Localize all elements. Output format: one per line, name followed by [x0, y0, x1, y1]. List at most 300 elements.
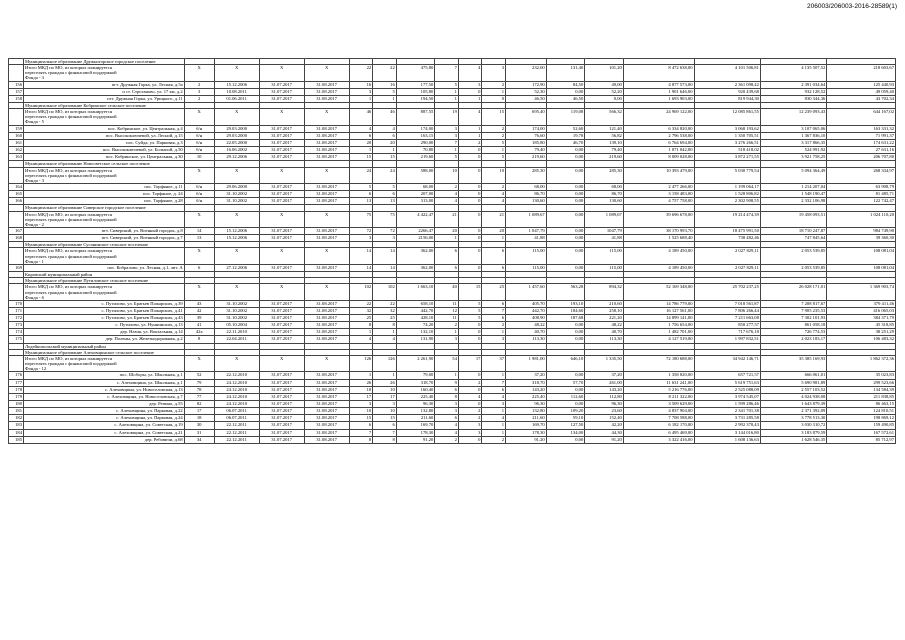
value-cell: 79,40 — [505, 147, 546, 154]
value-cell: 0,00 — [585, 95, 624, 102]
value-cell: 4 — [435, 422, 459, 429]
value-cell: 0,00 — [546, 322, 585, 329]
value-cell: 7 302 101,93 — [760, 315, 826, 322]
value-cell: 31.08.2017 — [304, 264, 349, 271]
value-cell: 119,08 — [546, 109, 585, 125]
value-cell: 1 — [373, 95, 397, 102]
value-cell: 3 — [373, 235, 397, 242]
value-cell: 211 838,85 — [827, 393, 896, 400]
value-cell: 0,00 — [546, 211, 585, 227]
value-cell: 726 774,53 — [760, 329, 826, 336]
value-cell: 1 756 654,00 — [623, 322, 694, 329]
value-cell: 2 — [482, 436, 506, 443]
value-cell: 0,00 — [546, 235, 585, 242]
value-cell: 384 371,79 — [827, 315, 896, 322]
value-cell: 34 — [184, 436, 214, 443]
value-cell: 1 — [435, 235, 459, 242]
value-cell: 318,70 — [396, 379, 435, 386]
value-cell: 15.12.2006 — [214, 227, 259, 234]
value-cell: 16.06.2002 — [214, 147, 259, 154]
value-cell: 0,00 — [546, 154, 585, 161]
value-cell: 41,88 — [585, 235, 624, 242]
value-cell: 31.07.2017 — [259, 191, 304, 198]
value-cell: 6 — [482, 264, 506, 271]
value-cell: 19 214 474,39 — [694, 211, 760, 227]
value-cell: 1 — [482, 88, 506, 95]
value-cell: 0,00 — [546, 198, 585, 205]
value-cell: 261,00 — [585, 379, 624, 386]
value-cell: 7 — [373, 429, 397, 436]
subtotal-label-cell — [23, 356, 184, 372]
value-cell: 31.08.2017 — [304, 386, 349, 393]
value-cell: 115,00 — [505, 264, 546, 271]
value-cell: 666 061,01 — [760, 372, 826, 379]
address-cell: с. Алеховщина, ул. Парковая, д.22 — [23, 408, 184, 415]
value-cell: 7 708 588,00 — [623, 415, 694, 422]
address-cell: дер. Репино, д.55 — [23, 401, 184, 408]
subtotal-label-line: Фонда - 3 — [24, 177, 44, 183]
value-cell: 6 — [482, 300, 506, 307]
value-cell: 2 — [482, 322, 506, 329]
value-cell: 134 584,39 — [827, 386, 896, 393]
value-cell: 207,00 — [396, 191, 435, 198]
value-cell: 7 806 266,44 — [694, 307, 760, 314]
value-cell: 113,30 — [505, 336, 546, 343]
value-cell: 12 239 093,43 — [760, 109, 826, 125]
value-cell: 102 — [373, 284, 397, 300]
value-cell: 31.08.2017 — [304, 408, 349, 415]
value-cell: 3 276 266,51 — [694, 139, 760, 146]
section-title-cell: Муниципальное образование Сиверское городское поселение — [23, 205, 184, 211]
table-row — [9, 81, 896, 88]
value-cell: 2 371 392,09 — [760, 408, 826, 415]
value-cell: 31.07.2017 — [259, 422, 304, 429]
value-cell: 75 — [349, 211, 373, 227]
value-cell: 31.07.2017 — [259, 393, 304, 400]
value-cell: 6 334 820,00 — [623, 125, 694, 132]
value-cell: 1 214 207,04 — [760, 183, 826, 190]
value-cell: 15 — [373, 154, 397, 161]
value-cell: 163 331,32 — [827, 125, 896, 132]
value-cell: 22.12.2011 — [214, 436, 259, 443]
address-cell: пос. Шоборы, ул. Школьная, д.1 — [23, 372, 184, 379]
value-cell: 43 702,34 — [827, 95, 896, 102]
value-cell: 21 — [482, 211, 506, 227]
value-cell: 1 663,10 — [396, 284, 435, 300]
value-cell: 109,20 — [546, 408, 585, 415]
row-number-cell: 161 — [9, 139, 24, 146]
value-cell: 31.08.2017 — [304, 95, 349, 102]
value-cell: 6 — [184, 264, 214, 271]
value-cell: 42 — [184, 307, 214, 314]
value-cell: 6 — [435, 248, 459, 264]
value-cell: 76,60 — [505, 132, 546, 139]
value-cell: X — [184, 167, 214, 183]
value-cell: 1 548 190,47 — [760, 191, 826, 198]
value-cell: 2 261,90 — [396, 356, 435, 372]
value-cell: 31.08.2017 — [304, 329, 349, 336]
value-cell: 5 094 364,49 — [760, 167, 826, 183]
value-cell: 4 — [482, 198, 506, 205]
table-row — [9, 300, 896, 307]
value-cell: 31.08.2017 — [304, 401, 349, 408]
value-cell: 2 — [184, 95, 214, 102]
value-cell: 26 028 171,01 — [760, 284, 826, 300]
value-cell: 31.08.2017 — [304, 154, 349, 161]
value-cell: 42а — [184, 329, 214, 336]
value-cell: 4 127 519,00 — [623, 336, 694, 343]
row-number-cell — [9, 167, 24, 183]
value-cell: 27.12.2006 — [214, 264, 259, 271]
value-cell: 1 — [482, 235, 506, 242]
value-cell: 6 — [482, 248, 506, 264]
value-cell: 4 101 506,81 — [694, 65, 760, 81]
value-cell: 4 — [435, 198, 459, 205]
value-cell: 18 475 991,50 — [694, 227, 760, 234]
address-cell: пгт. Дружная Горка, ул. Урицкого, д.11 — [23, 95, 184, 102]
value-cell: 31.07.2017 — [259, 415, 304, 422]
value-cell: 22.04.2011 — [214, 336, 259, 343]
value-cell: 7 211 663,08 — [694, 315, 760, 322]
table-row — [9, 198, 896, 205]
value-cell: X — [304, 167, 349, 183]
value-cell: 5 690 981,89 — [760, 379, 826, 386]
value-cell: 29.03.2000 — [214, 125, 259, 132]
row-number-cell: 172 — [9, 315, 24, 322]
subtotal-label-line: Фонда - 12 — [24, 366, 47, 372]
value-cell: 566,32 — [585, 109, 624, 125]
value-cell: 01.06.2011 — [214, 95, 259, 102]
value-cell: 24 — [373, 167, 397, 183]
value-cell: 2156,00 — [396, 235, 435, 242]
subtotal-label-line: Итого МКД по МО, из которых планируется — [24, 211, 112, 217]
value-cell: 130,60 — [505, 198, 546, 205]
value-cell: 4 877 573,00 — [623, 81, 694, 88]
address-cell: с. Алеховщина, ул. Новоселовская, д.7 — [23, 393, 184, 400]
value-cell: 21 — [435, 211, 459, 227]
value-cell: 1 981,00 — [505, 356, 546, 372]
value-cell: 0 — [458, 147, 482, 154]
value-cell: 41,88 — [505, 235, 546, 242]
value-cell: X — [214, 248, 259, 264]
value-cell: X — [184, 356, 214, 372]
table-row — [9, 132, 896, 139]
value-cell: 894,32 — [585, 284, 624, 300]
value-cell: 68,00 — [396, 183, 435, 190]
value-cell: 8 — [373, 322, 397, 329]
value-cell: 24.12.2010 — [214, 379, 259, 386]
subtotal-label-line: переселять граждан с финансовой поддержкой — [24, 114, 117, 120]
value-cell: 31.08.2017 — [304, 81, 349, 88]
value-cell: 1 — [482, 372, 506, 379]
value-cell: 13 — [349, 198, 373, 205]
value-cell: 31.10.2002 — [214, 198, 259, 205]
value-cell: 4 024 938,08 — [760, 393, 826, 400]
value-cell: 16 — [373, 81, 397, 88]
value-cell: 4 757 758,00 — [623, 198, 694, 205]
value-cell: 657 721,57 — [694, 372, 760, 379]
value-cell: 198 869,12 — [827, 415, 896, 422]
value-cell: 115,00 — [585, 264, 624, 271]
value-cell: 22 — [373, 65, 397, 81]
value-cell: 6 764 694,00 — [623, 139, 694, 146]
value-cell: 6 495 469,00 — [623, 429, 694, 436]
value-cell: 0 — [458, 329, 482, 336]
value-cell: 225,40 — [505, 393, 546, 400]
value-cell: X — [184, 284, 214, 300]
value-cell: 7 — [435, 65, 459, 81]
section-title-cell: Муниципальное образование Алеховщинское сельское поселение — [23, 349, 184, 355]
value-cell: 1 367 836,10 — [760, 132, 826, 139]
value-cell: 4 — [349, 336, 373, 343]
subtotal-label-line: Итого МКД по МО, из которых планируется — [24, 356, 112, 362]
value-cell: 0 — [458, 336, 482, 343]
value-cell: 4 — [482, 191, 506, 198]
value-cell: 5 — [373, 183, 397, 190]
value-cell: 0 — [458, 227, 482, 234]
value-cell: 130,60 — [585, 198, 624, 205]
subtotal-row — [9, 109, 896, 125]
value-cell: 2 027 829,11 — [694, 248, 760, 264]
value-cell: 31.07.2017 — [259, 436, 304, 443]
value-cell: 193,10 — [546, 300, 585, 307]
value-cell: 25 — [349, 315, 373, 322]
value-cell: 3 974 545,07 — [694, 393, 760, 400]
table-row — [9, 372, 896, 379]
value-cell: 72 180 688,00 — [623, 356, 694, 372]
value-cell: 4 — [435, 191, 459, 198]
section-title-cell: Муниципальное образование Сусанинское сельское поселение — [23, 242, 184, 248]
value-cell: 19 — [435, 109, 459, 125]
value-cell: 2 525 088,09 — [694, 386, 760, 393]
section-title-cell: Муниципальное образование Дружногорское городское поселение — [23, 59, 184, 65]
value-cell: X — [214, 65, 259, 81]
address-cell: с. Алеховщина, ул. Новоселовская, д.13 — [23, 386, 184, 393]
value-cell: 57,70 — [546, 379, 585, 386]
value-cell: 31.07.2017 — [259, 372, 304, 379]
value-cell: 1 369 903,74 — [827, 284, 896, 300]
value-cell: 52,30 — [505, 88, 546, 95]
value-cell: X — [184, 109, 214, 125]
value-cell: 127,50 — [546, 422, 585, 429]
subtotal-label-cell — [23, 65, 184, 81]
subtotal-label-line: Фонда - 2 — [24, 221, 44, 227]
value-cell: 0,00 — [546, 227, 585, 234]
table-row — [9, 88, 896, 95]
value-cell: 3 — [435, 125, 459, 132]
value-cell: 187,68 — [546, 315, 585, 322]
value-cell: 78 — [184, 386, 214, 393]
value-cell: 3 921 758,25 — [760, 154, 826, 161]
value-cell: 17 — [349, 393, 373, 400]
subtotal-row — [9, 211, 896, 227]
value-cell: 31.08.2017 — [304, 422, 349, 429]
value-cell: 313,00 — [396, 198, 435, 205]
value-cell: 85 712,97 — [827, 436, 896, 443]
value-cell: 31.10.2002 — [214, 307, 259, 314]
value-cell: 0 — [458, 88, 482, 95]
value-cell: б/н — [184, 139, 214, 146]
value-cell: 1 — [435, 88, 459, 95]
data-table — [8, 58, 896, 444]
table-row — [9, 436, 896, 443]
table-row — [9, 307, 896, 314]
table-row — [9, 329, 896, 336]
value-cell: 2 796 538,00 — [623, 132, 694, 139]
value-cell: 71 991,37 — [827, 132, 896, 139]
value-cell: 8 — [373, 436, 397, 443]
value-cell: б/н — [184, 183, 214, 190]
value-cell: 23,60 — [585, 408, 624, 415]
value-cell: 74,20 — [396, 322, 435, 329]
value-cell: 3 322 416,00 — [623, 436, 694, 443]
value-cell: 15 — [373, 415, 397, 422]
table-row — [9, 183, 896, 190]
value-cell: 1 862 372,36 — [827, 356, 896, 372]
value-cell: 79 — [184, 379, 214, 386]
value-cell: 3 — [435, 336, 459, 343]
value-cell: 3 — [349, 401, 373, 408]
subtotal-label-line: Итого МКД по МО, из которых планируется — [24, 109, 112, 115]
row-number-cell — [9, 248, 24, 264]
value-cell: 11 — [435, 315, 459, 322]
table-row — [9, 393, 896, 400]
value-cell: 3 — [349, 235, 373, 242]
row-number-cell: 169 — [9, 264, 24, 271]
value-cell: 37 — [482, 356, 506, 372]
value-cell: 738 482,46 — [694, 235, 760, 242]
address-cell: пос. Торфяное, д.28 — [23, 198, 184, 205]
value-cell: 14 — [373, 248, 397, 264]
value-cell: 45 318,85 — [827, 322, 896, 329]
value-cell: 225,40 — [396, 393, 435, 400]
subtotal-row — [9, 167, 896, 183]
value-cell: 232,00 — [505, 65, 546, 81]
address-cell: дер. Ребовичи, д.68 — [23, 436, 184, 443]
value-cell: 174 631,22 — [827, 139, 896, 146]
row-number-cell — [9, 109, 24, 125]
value-cell: 2 023 183,17 — [760, 336, 826, 343]
value-cell: 2 557 103,52 — [760, 386, 826, 393]
row-number-cell: 184 — [9, 429, 24, 436]
value-cell: 0,00 — [546, 329, 585, 336]
value-cell: 46 — [349, 109, 373, 125]
value-cell: 86 463,15 — [827, 401, 896, 408]
value-cell: 442,70 — [505, 307, 546, 314]
value-cell: 91,20 — [505, 436, 546, 443]
value-cell: 05.10.2004 — [214, 322, 259, 329]
value-cell: 143,20 — [505, 386, 546, 393]
value-cell: X — [214, 109, 259, 125]
value-cell: 31.08.2017 — [304, 125, 349, 132]
value-cell: б/н — [184, 147, 214, 154]
row-number-cell — [9, 356, 24, 372]
value-cell: 31.08.2017 — [304, 198, 349, 205]
value-cell: 24.12.2010 — [214, 386, 259, 393]
subtotal-label-cell — [23, 109, 184, 125]
value-cell: 0,00 — [546, 248, 585, 264]
value-cell: 131,40 — [546, 65, 585, 81]
value-cell: 108 081,04 — [827, 248, 896, 264]
value-cell: 46,50 — [546, 95, 585, 102]
value-cell: 178,30 — [396, 429, 435, 436]
value-cell: X — [304, 109, 349, 125]
value-cell: 1 901 646,00 — [623, 88, 694, 95]
value-cell: 0,00 — [546, 167, 585, 183]
value-cell: 932 128,52 — [760, 88, 826, 95]
value-cell: 44,30 — [585, 429, 624, 436]
value-cell: 14 899 141,00 — [623, 315, 694, 322]
row-number-cell — [9, 284, 24, 300]
value-cell: 17 — [373, 393, 397, 400]
value-cell: 178,30 — [505, 429, 546, 436]
value-cell: 1 358 820,00 — [623, 372, 694, 379]
value-cell: 31.08.2017 — [304, 322, 349, 329]
value-cell: 2 — [184, 81, 214, 88]
value-cell: X — [304, 65, 349, 81]
value-cell: 169,70 — [505, 422, 546, 429]
value-cell: 31.08.2017 — [304, 436, 349, 443]
value-cell: 0 — [482, 95, 506, 102]
value-cell: 0 — [458, 436, 482, 443]
address-cell: пос. Кобралово, ул. Лесная, д.1, лит. А — [23, 264, 184, 271]
row-number-cell: 158 — [9, 95, 24, 102]
housing-relocation-table — [8, 58, 896, 444]
value-cell: 125 440,93 — [827, 81, 896, 88]
value-cell: 41 — [184, 322, 214, 329]
value-cell: 3 — [458, 429, 482, 436]
value-cell: 6 — [482, 386, 506, 393]
value-cell: 0,00 — [546, 386, 585, 393]
value-cell: 22.12.2010 — [214, 372, 259, 379]
value-cell: 0 — [458, 248, 482, 264]
value-cell: 3 — [435, 401, 459, 408]
value-cell: 29.03.2000 — [214, 132, 259, 139]
address-cell: пос. Суйда, ул. Парковая, д.3 — [23, 139, 184, 146]
value-cell: 16 127 561,00 — [623, 307, 694, 314]
value-cell: 10 — [184, 154, 214, 161]
value-cell: 1 024 110,20 — [827, 211, 896, 227]
address-cell: пос. Кобринское, ул. Центральная, д.4 — [23, 125, 184, 132]
value-cell: 0,00 — [546, 191, 585, 198]
value-cell: 10.08.2011 — [214, 88, 259, 95]
value-cell: 2 — [458, 139, 482, 146]
value-cell: 19 458 093,51 — [760, 211, 826, 227]
row-number-cell: 164 — [9, 183, 24, 190]
value-cell: 0,00 — [546, 401, 585, 408]
value-cell: 416 065,03 — [827, 307, 896, 314]
value-cell: 0,00 — [546, 436, 585, 443]
value-cell: 32 — [349, 307, 373, 314]
row-number-cell: 165 — [9, 191, 24, 198]
value-cell: 3 — [482, 336, 506, 343]
value-cell: 22.12.2011 — [214, 422, 259, 429]
value-cell: 31.10.2002 — [214, 300, 259, 307]
value-cell: 3 068 193,62 — [694, 125, 760, 132]
subtotal-label-cell — [23, 248, 184, 264]
value-cell: 31.07.2017 — [259, 401, 304, 408]
value-cell: 174,00 — [396, 125, 435, 132]
value-cell: 1 199 064,17 — [694, 183, 760, 190]
value-cell: 31.07.2017 — [259, 315, 304, 322]
value-cell: 3 — [184, 88, 214, 95]
table-row — [9, 429, 896, 436]
subtotal-label-line: Итого МКД по МО, из которых планируется — [24, 248, 112, 254]
value-cell: 8 — [435, 393, 459, 400]
value-cell: 1 — [482, 147, 506, 154]
value-cell: 0 — [458, 183, 482, 190]
value-cell: 0 — [458, 401, 482, 408]
